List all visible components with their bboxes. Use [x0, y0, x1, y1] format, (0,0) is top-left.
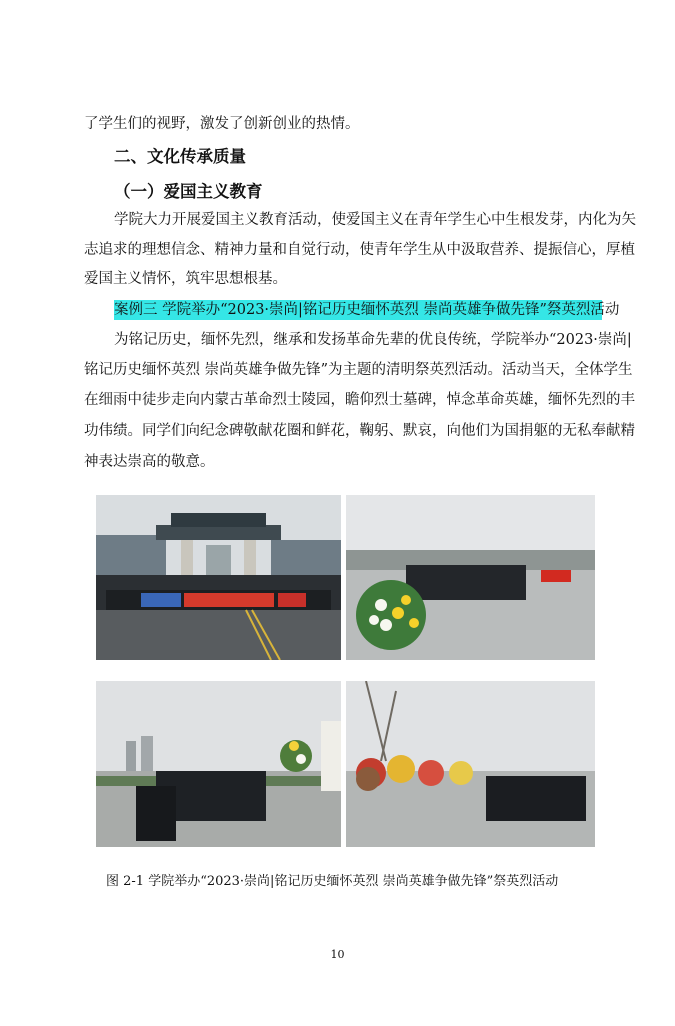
- text-line-9: 神表达崇高的敬意。: [84, 454, 215, 470]
- text-line-7: 在细雨中徒步走向内蒙古革命烈士陵园，瞻仰烈士墓碑，悼念革命英雄，缅怀先烈的丰: [84, 392, 635, 408]
- text-line-1: 了学生们的视野，激发了创新创业的热情。: [84, 116, 360, 132]
- photo-students-bowing-left: [96, 681, 341, 847]
- section-heading: 二、文化传承质量: [114, 147, 246, 166]
- photo-flowers-and-students: [346, 495, 595, 660]
- subsection-heading: （一）爱国主义教育: [114, 182, 263, 201]
- text-line-6: 铭记历史缅怀英烈 崇尚英雄争做先锋”为主题的清明祭英烈活动。活动当天，全体学生: [84, 362, 633, 378]
- text-line-8: 功伟绩。同学们向纪念碑敬献花圈和鲜花，鞠躬、默哀，向他们为国捐躯的无私奉献精: [84, 423, 635, 439]
- text-line-3: 志追求的理想信念、精神力量和自觉行动，使青年学生从中汲取营养、提振信心，厚植: [84, 242, 635, 258]
- photo-students-bowing-right: [346, 681, 595, 847]
- figure-caption: 图 2-1 学院举办“2023·崇尚|铭记历史缅怀英烈 崇尚英雄争做先锋”祭英烈活动: [106, 874, 559, 889]
- text-line-2: 学院大力开展爱国主义教育活动，使爱国主义在青年学生心中生根发芽，内化为矢: [114, 212, 636, 228]
- text-line-5: 为铭记历史，缅怀先烈，继承和发扬革命先辈的优良传统，学院举办“2023·崇尚|: [114, 332, 632, 348]
- page-number: 10: [330, 948, 345, 961]
- photo-group-at-gate: [96, 495, 341, 660]
- case-title-highlight: 案例三 学院举办“2023·崇尚|铭记历史缅怀英烈 崇尚英雄争做先锋”祭英烈活动: [114, 302, 620, 318]
- text-line-4: 爱国主义情怀，筑牢思想根基。: [84, 271, 287, 287]
